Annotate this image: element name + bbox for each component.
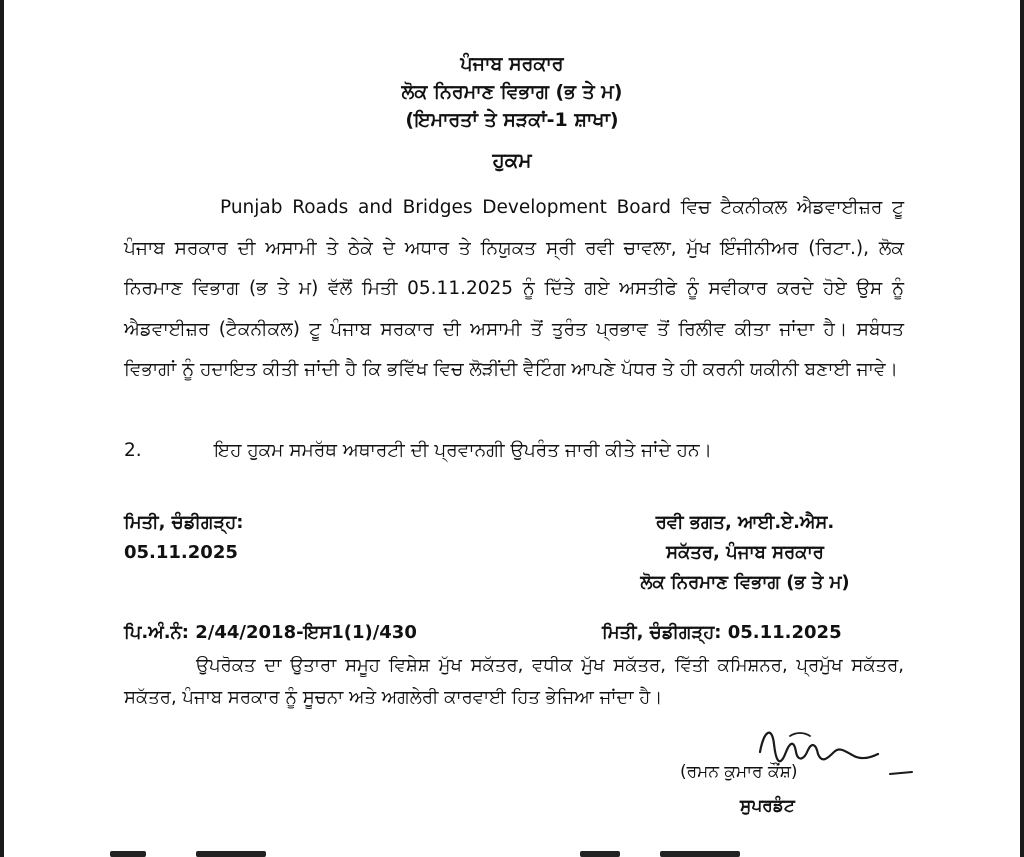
government-name: ਪੰਜਾਬ ਸਰਕਾਰ	[460, 53, 564, 75]
order-point-2	[124, 440, 904, 461]
copy-text: ਉਪਰੋਕਤ ਦਾ ਉਤਾਰਾ ਸਮੂਹ ਵਿਸ਼ੇਸ਼ ਮੁੱਖ ਸਕੱਤਰ, ਵਧੀਕ ਮੁੱਖ ਸਕੱਤਰ, ਵਿੱਤੀ ਕਮਿਸ਼ਨਰ, ਪ੍ਰਮੁੱਖ ਸਕੱਤਰ, ਸਕੱਤਰ, ਪੰਜਾਬ ਸਰਕਾਰ ਨੂੰ ਸੂਚਨਾ ਅਤੇ ਅਗਲੇਰੀ ਕਾਰਵਾਈ ਹਿਤ ਭੇਜਿਆ ਜਾਂਦਾ ਹੈ।	[124, 655, 904, 708]
superintendent-name: (ਰਮਨ ਕੁਮਾਰ ਕੌਂਸ਼)	[680, 762, 798, 782]
reference-number: ਪਿ.ਅੰ.ਨੰ: 2/44/2018-ਇਸ1(1)/430	[124, 622, 417, 643]
issue-date: 05.11.2025	[124, 542, 238, 563]
department-name: ਲੋਕ ਨਿਰਮਾਣ ਵਿਭਾਗ (ਭ ਤੇ ਮ)	[401, 81, 623, 103]
point-text: ਇਹ ਹੁਕਮ ਸਮਰੱਥ ਅਥਾਰਟੀ ਦੀ ਪ੍ਰਵਾਨਗੀ ਉਪਰੰਤ ਜਾਰੀ ਕੀਤੇ ਜਾਂਦੇ ਹਨ।	[214, 440, 713, 461]
cropped-next-line	[100, 851, 920, 857]
reference-line	[124, 622, 904, 643]
order-paragraph-1: Punjab Roads and Bridges Development Board ਵਿਚ ਟੈਕਨੀਕਲ ਐਡਵਾਈਜ਼ਰ ਟੂ ਪੰਜਾਬ ਸਰਕਾਰ ਦੀ ਅਸਾਮੀ ਤੇ ਠੇਕੇ ਦੇ ਅਧਾਰ ਤੇ ਨਿਯੁਕਤ ਸ੍ਰੀ ਰਵੀ ਚਾਵਲਾ, ਮੁੱਖ ਇੰਜੀਨੀਅਰ (ਰਿਟਾ.), ਲੋਕ ਨਿਰਮਾਣ ਵਿਭਾਗ (ਭ ਤੇ ਮ) ਵੱਲੋਂ ਮਿਤੀ 05.11.2025 ਨੂੰ ਦਿੱਤੇ ਗਏ ਅਸਤੀਫੇ ਨੂੰ ਸਵੀਕਾਰ ਕਰਦੇ ਹੋਏ ਉਸ ਨੂੰ ਐਡਵਾਈਜ਼ਰ (ਟੈਕਨੀਕਲ) ਟੂ ਪੰਜਾਬ ਸਰਕਾਰ ਦੀ ਅਸਾਮੀ ਤੋਂ ਤੁਰੰਤ ਪ੍ਰਭਾਵ ਤੋਂ ਰਿਲੀਵ ਕੀਤਾ ਜਾਂਦਾ ਹੈ। ਸਬੰਧਤ ਵਿਭਾਗਾਂ ਨੂੰ ਹਦਾਇਤ ਕੀਤੀ ਜਾਂਦੀ ਹੈ ਕਿ ਭਵਿੱਖ ਵਿਚ ਲੋੜੀਂਦੀ ਵੈਟਿੰਗ ਆਪਣੇ ਪੱਧਰ ਤੇ ਹੀ ਕਰਨੀ ਯਕੀਨੀ ਬਣਾਈ ਜਾਵੇ।	[124, 197, 904, 380]
signatory-designation: ਸਕੱਤਰ, ਪੰਜਾਬ ਸਰਕਾਰ	[666, 542, 824, 563]
issue-place: ਮਿਤੀ, ਚੰਡੀਗੜ੍ਹ:	[124, 512, 244, 533]
order-body	[124, 188, 904, 391]
document-title: ਹੁਕਮ	[492, 148, 532, 172]
signatory-department: ਲੋਕ ਨਿਰਮਾਣ ਵਿਭਾਗ (ਭ ਤੇ ਮ)	[640, 572, 850, 593]
point-number: 2.	[124, 440, 142, 461]
issue-date-block	[124, 508, 243, 568]
superintendent-signature-block	[680, 722, 930, 852]
signatory-block	[560, 508, 930, 598]
signatory-name: ਰਵੀ ਭਗਤ, ਆਈ.ਏ.ਐਸ.	[655, 512, 835, 533]
reference-date: ਮਿਤੀ, ਚੰਡੀਗੜ੍ਹ: 05.11.2025	[602, 622, 842, 643]
superintendent-title: ਸੁਪਰਡੰਟ	[740, 796, 795, 816]
copy-forwarding-note	[124, 650, 904, 714]
letterhead	[0, 50, 1024, 134]
branch-name: (ਇਮਾਰਤਾਂ ਤੇ ਸੜਕਾਂ-1 ਸ਼ਾਖਾ)	[405, 109, 619, 131]
